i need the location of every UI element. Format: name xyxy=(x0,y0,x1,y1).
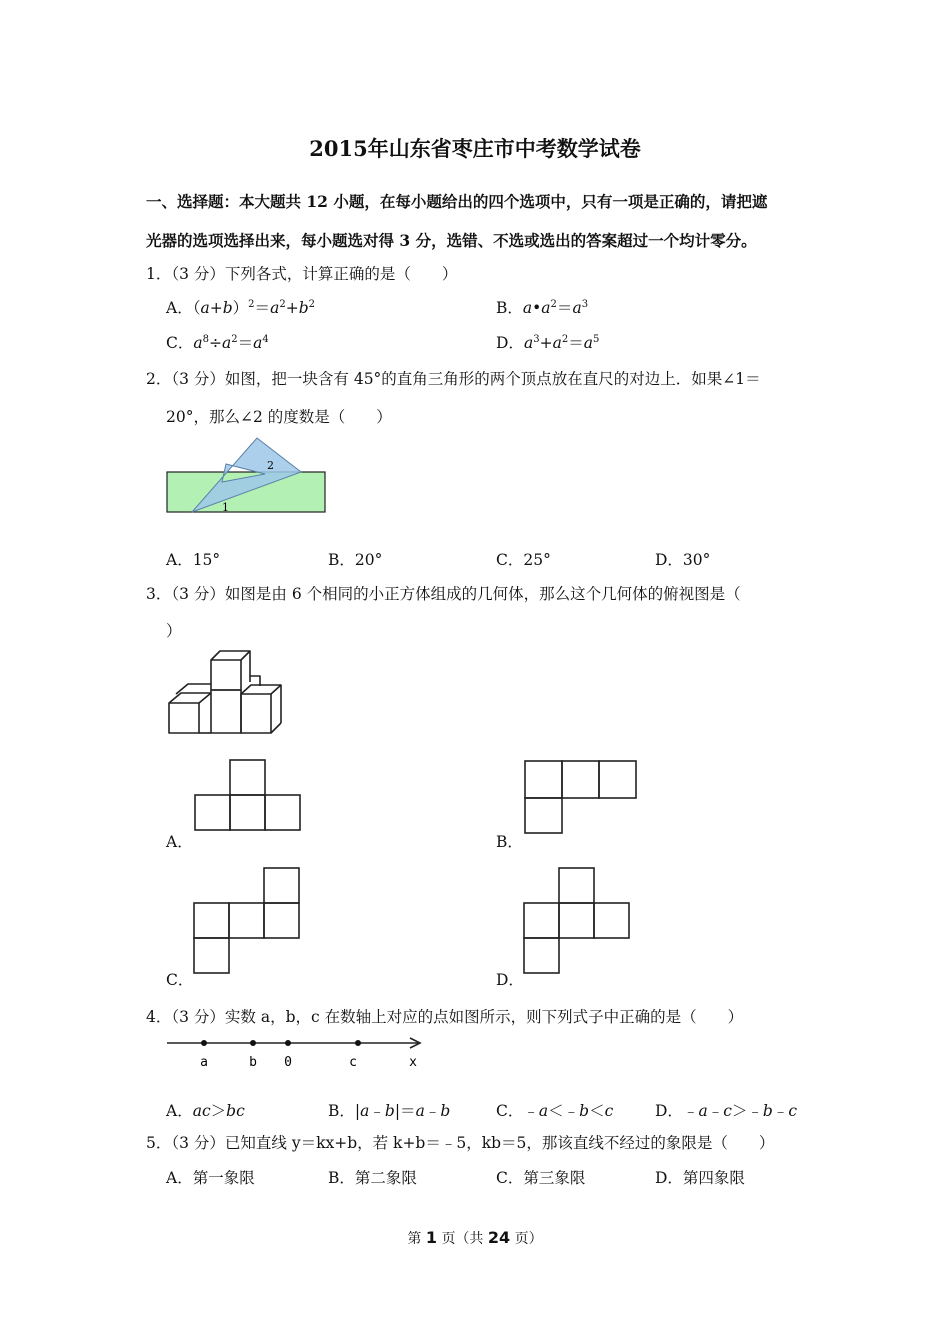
q4-option-b-label: B． xyxy=(328,1102,355,1120)
axis-label-b: b xyxy=(249,1055,257,1070)
q1-option-d: D．$a^3+a^2=a^5$ xyxy=(496,334,600,352)
q5-option-c: C．第三象限 xyxy=(496,1169,586,1187)
q4-option-c: C．﹣a＜﹣b＜c xyxy=(496,1102,614,1120)
q3-option-c-view xyxy=(192,866,304,976)
angle-1-label: 1 xyxy=(222,501,229,514)
q4-option-a-label: A． xyxy=(166,1102,193,1120)
question-3-stem-line2: ） xyxy=(166,622,182,640)
q5-option-d: D．第四象限 xyxy=(655,1169,745,1187)
footer-suffix: 页） xyxy=(514,1231,543,1247)
q3-option-d-view xyxy=(522,866,634,976)
page-title: 2015年山东省枣庄市中考数学试卷 xyxy=(309,136,641,161)
footer-total-pages: 24 xyxy=(487,1228,511,1247)
axis-label-c: c xyxy=(349,1055,357,1070)
q2-option-b: B．20° xyxy=(328,551,383,569)
angle-2-label: 2 xyxy=(267,459,274,472)
footer-prefix: 第 xyxy=(407,1231,422,1247)
q3-option-a-label: A． xyxy=(166,833,193,851)
question-1-stem: 1．（3 分）下列各式，计算正确的是（ ） xyxy=(146,265,458,283)
q5-option-a: A．第一象限 xyxy=(166,1169,255,1187)
q1-option-d-label: D． xyxy=(496,334,524,352)
number-line-figure xyxy=(164,1034,428,1072)
q1-option-a: A．$(a+b)^2=a^2+b^2$ xyxy=(166,299,315,317)
question-5-stem: 5．（3 分）已知直线 y＝kx+b，若 k+b＝﹣5，kb＝5，那该直线不经过的象限是（ ） xyxy=(146,1134,775,1152)
section-instructions-line1: 一、选择题：本大题共 12 小题，在每小题给出的四个选项中，只有一项是正确的，请把遮 xyxy=(146,192,768,211)
q2-option-a: A．15° xyxy=(166,551,221,569)
section-instructions-line2: 光器的选项选择出来，每小题选对得 3 分，选错、不选或选出的答案超过一个均计零分。 xyxy=(146,231,757,250)
footer-mid: 页（共 xyxy=(441,1231,484,1247)
question-2-stem-line2: 20°，那么∠2 的度数是（ ） xyxy=(166,408,392,426)
q3-option-b-label: B． xyxy=(496,833,523,851)
footer-page-number: 1 xyxy=(425,1228,437,1247)
point-zero xyxy=(285,1040,291,1046)
axis-label-x: x xyxy=(409,1055,417,1070)
q5-option-b: B．第二象限 xyxy=(328,1169,417,1187)
q2-option-d: D．30° xyxy=(655,551,711,569)
question-2-stem-line1: 2．（3 分）如图，把一块含有 45°的直角三角形的两个顶点放在直尺的对边上．如果∠1＝ xyxy=(146,370,761,388)
question-4-stem: 4．（3 分）实数 a，b，c 在数轴上对应的点如图所示，则下列式子中正确的是（ ） xyxy=(146,1008,744,1026)
question-3-stem-line1: 3．（3 分）如图是由 6 个相同的小正方体组成的几何体，那么这个几何体的俯视图是（ xyxy=(146,585,741,603)
q3-option-c-label: C． xyxy=(166,971,194,989)
q3-option-d-label: D． xyxy=(496,971,524,989)
q1-option-a-label: A． xyxy=(166,299,193,317)
q4-option-b: B．|a﹣b|＝a﹣b xyxy=(328,1102,451,1120)
ruler-triangle-figure xyxy=(164,434,330,518)
page-footer xyxy=(0,1228,950,1248)
q4-option-a: A．ac＞bc xyxy=(166,1102,245,1120)
point-a xyxy=(201,1040,207,1046)
q4-option-d-label: D． xyxy=(655,1102,683,1120)
q1-option-c: C．$a^8\div a^2=a^4$ xyxy=(166,334,269,352)
q1-option-b-label: B． xyxy=(496,299,523,317)
point-b xyxy=(250,1040,256,1046)
q4-option-c-label: C． xyxy=(496,1102,524,1120)
q2-option-c: C．25° xyxy=(496,551,551,569)
q3-option-a-view xyxy=(192,758,304,834)
q1-option-b: B．$a•a^2=a^3$ xyxy=(496,299,589,317)
q4-option-d: D．﹣a﹣c＞﹣b﹣c xyxy=(655,1102,798,1120)
point-c xyxy=(355,1040,361,1046)
axis-label-zero: 0 xyxy=(284,1055,292,1070)
q3-option-b-view xyxy=(522,758,640,836)
q1-option-c-label: C． xyxy=(166,334,194,352)
cube-solid-figure xyxy=(164,648,288,738)
axis-label-a: a xyxy=(200,1055,208,1070)
